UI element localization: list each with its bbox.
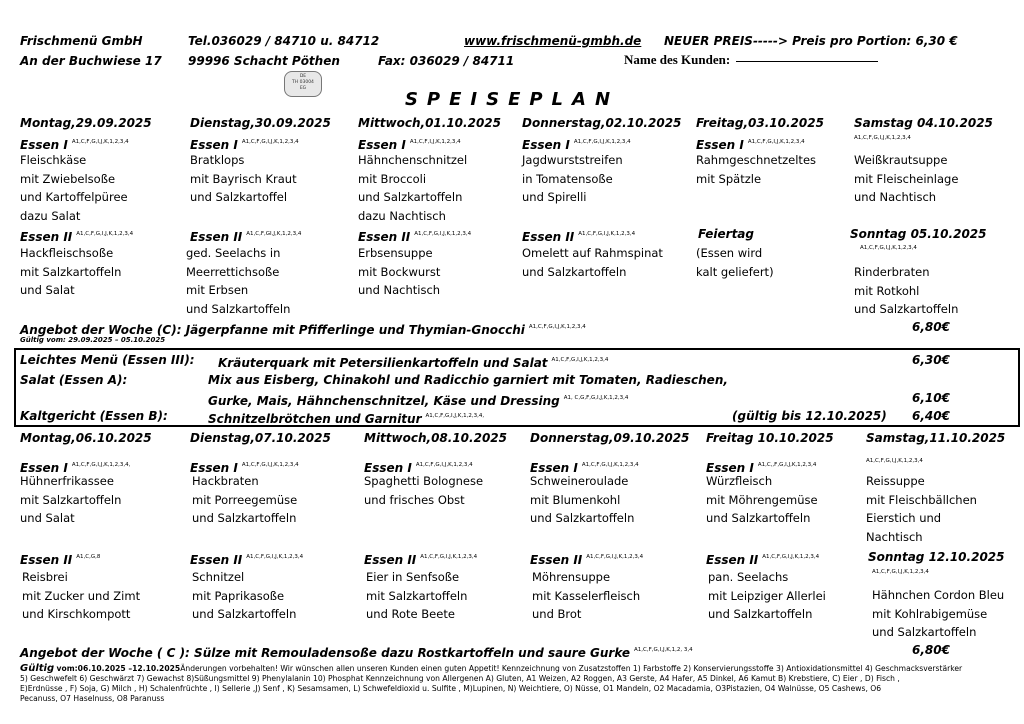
offer-label: Angebot der Woche (C): [20,323,182,337]
essen-1-dish-line: mit Broccoli [358,171,427,186]
city: 99996 Schacht Pöthen [188,54,340,68]
essen-2-dish-line: mit Erbsen [186,283,249,297]
essen-1-dish-line: Eierstich und [866,511,942,525]
essen-1-dish [20,472,121,528]
footer-valid-label: Gültig [20,663,55,674]
essen-2-dish-line: und Salzkartoffeln [708,607,813,621]
essen-1-dish-line: und Salzkartoffeln [358,190,463,204]
essen-1-label: Essen I [364,461,412,475]
essen-2 [530,550,643,567]
essen-2-dish-line: und Nachtisch [358,283,441,297]
essen-2-label: Essen II [20,553,73,567]
essen-1-dish-line: in Tomatensoße [522,171,613,186]
essen-2 [20,550,100,567]
essen-1-dish-line: und Salzkartoffeln [530,511,635,525]
company-name: Frischmenü GmbH [20,34,143,48]
sunday-allergens [872,565,929,582]
essen-1-dish [364,472,483,509]
essen-1-allergens: A1,C,F,G,I,J,K,1,2,3,4 [573,139,631,145]
customer-label: Name des Kunden: [624,52,731,67]
essen-1-dish [866,472,977,546]
cold-dish-text: Schnitzelbrötchen und Garnitur [208,412,422,426]
day-header: Mittwoch,08.10.2025 [364,431,507,445]
light-menu-price: 6,30€ [912,353,950,367]
essen-2-dish-line: und Salzkartoffeln [522,264,627,279]
essen-1 [20,135,129,152]
essen-2-dish-line: mit Zucker und Zimt [22,588,141,603]
essen-2-dish-line: mit Bockwurst [358,264,441,279]
essen-2-dish [522,244,663,281]
essen-2-allergens: A1,C,G,8 [76,554,101,560]
sunday-label: Sonntag 05.10.2025 [850,227,987,241]
footer-line-3: E)Erdnüsse , F) Soja, G) Milch , H) Schalenfrüchte , I) Sellerie ,J) Senf , K) Sesamsamen, L) Schwefeldioxid u. Sulfite , M)Lupinen, N) Weichtiere, O) Nüsse, O1 Mandeln, O2 Macadamia, O3Pistazien, O4 Walnüsse, O5 Cashews, O6 [20,684,882,693]
offer-text: Jägerpfanne mit Pfifferlinge und Thymian-Gnocchi [185,323,525,337]
essen-1-dish-line: Hackbraten [192,474,259,488]
essen-2-dish-line: Omelett auf Rahmspinat [522,246,663,260]
essen-2-dish-line: und Rote Beete [366,607,455,621]
essen-1-dish-line: und Salzkartoffeln [706,511,811,525]
essen-1-dish-line: mit Spätzle [696,171,762,186]
phone: Tel.036029 / 84710 u. 84712 [188,34,380,48]
salad-allergens: A1, C,G,F,G,I,J,K,1,2,3,4 [563,395,629,401]
essen-2-dish [366,568,467,624]
essen-1-dish-line: mit Blumenkohl [530,492,621,507]
essen-2-label: Essen II [522,230,575,244]
essen-2-dish-line: Erbsensuppe [358,246,433,260]
offer-price: 6,80€ [912,320,950,334]
essen-1-allergens: A1,C,F,G,I,J,K,1,2,3,4 [241,139,299,145]
essen-1-allergens: A1,C,F,G,I,J,K,1,2,3,4 [71,139,129,145]
essen-1-dish-line: mit Bayrisch Kraut [190,171,297,186]
essen-2-dish-line: mit Kasselerfleisch [532,588,641,603]
essen-1-dish-line: dazu Nachtisch [358,208,446,223]
essen-2-dish [20,244,121,300]
essen-2-dish-line: Eier in Senfsoße [366,570,460,584]
essen-2-dish-line: und Kirschkompott [22,607,131,621]
essen-1-label: Essen I [696,138,744,152]
essen-2-dish-line: und Salzkartoffeln [186,301,291,316]
essen-2-allergens: A1,C,F,G,I,J,K,1,2,3,4 [762,554,820,560]
sunday-dish [872,586,1004,642]
holiday-text [696,244,774,281]
day-header: Montag,29.09.2025 [20,116,152,130]
footer-line-1 [20,664,962,673]
holiday-text-line: kalt geliefert) [696,264,774,279]
day-header: Donnerstag,02.10.2025 [522,116,682,130]
valid-dates: Gültig vom: 29.09.2025 – 05.10.2025 [20,336,166,344]
essen-2-dish-line: Möhrensuppe [532,570,611,584]
essen-2-dish-line: mit Salzkartoffeln [366,588,468,603]
essen-1-allergens: A1,C,F,G,I,J,K,1,2,3,4 [747,139,805,145]
essen-1-label: Essen I [522,138,570,152]
offer-of-week-1 [20,320,586,337]
cold-dish-price: 6,40€ [912,409,950,423]
essen-1-allergens [866,454,923,471]
cold-dish-text-wrap [208,409,484,426]
essen-1-allergens: A1,C,F,G,I,J,K,1,2,3,4 [415,462,473,468]
essen-1-label: Essen I [20,138,68,152]
essen-2-allergens: A1,C,F,GI,J,K,1,2,3,4 [246,231,302,237]
essen-1-label: Essen I [190,138,238,152]
essen-2 [358,227,471,244]
essen-1-dish-line: mit Fleischeinlage [854,171,959,186]
essen-1-dish-line: Bratklops [190,153,245,167]
essen-2 [20,227,133,244]
essen-1-allergens: A1,C,F,I,J,K,1,2,3,4 [409,139,461,145]
offer-text: Sülze mit Remouladensoße dazu Rostkartoffeln und saure Gurke [194,646,631,660]
essen-1-dish [358,151,467,225]
essen-2-allergens: A1,C,F,G,I,J,K,1,2,3,4 [420,554,478,560]
essen-1-dish-line: Schweineroulade [530,474,629,488]
sunday-dish-line: und Salzkartoffeln [854,302,959,316]
essen-1-dish [522,151,623,207]
essen-1-allergens: A1,C,F,G,I,J,K,1,2,3,4 [581,462,639,468]
sunday-header [868,550,1005,564]
sunday-label: Sonntag 12.10.2025 [868,550,1005,564]
essen-1-dish-line: Jagdwurststreifen [522,153,623,167]
sunday-dish-line: mit Kohlrabigemüse [872,606,988,621]
cold-dish-valid: (gültig bis 12.10.2025) [732,409,887,423]
essen-2-allergens: A1,C,F,G,I,J,K,1,2,3,4 [586,554,644,560]
light-menu-allergens: A1,C,F,G,I,J,K,1,2,3,4 [551,357,609,363]
footer-line-1-text: Änderungen vorbehalten! Wir wünschen allen unseren Kunden einen guten Appetit! Kennzeichnung von Zusatzstoffen 1) Farbstoffe 2) Konservierungsstoffe 3) Antioxidationsmittel 4) Geschmacksverstärker [180,664,963,673]
light-menu-text-wrap [218,353,608,370]
day-header: Freitag 10.10.2025 [706,431,834,445]
day-header: Freitag,03.10.2025 [696,116,824,130]
cold-dish-label: Kaltgericht (Essen B): [20,409,168,423]
sunday-dish-line: mit Rotkohl [854,283,920,298]
website-link[interactable]: www.frischmenü-gmbh.de [464,34,642,48]
essen-2-dish [192,568,296,624]
essen-1-dish-line: Nachtisch [866,529,923,544]
salad-text-1: Mix aus Eisberg, Chinakohl und Radicchio garniert mit Tomaten, Radieschen, [208,373,728,387]
essen-1-dish [192,472,297,528]
essen-2-dish-line: und Salat [20,283,75,297]
salad-price: 6,10€ [912,391,950,405]
light-menu-label: Leichtes Menü (Essen III): [20,353,195,367]
cold-dish-allergens: A1,C,F,G,I,J,K,1,2,3,4, [425,413,485,419]
sunday-header [850,227,987,241]
price-note: NEUER PREIS-----> Preis pro Portion: 6,30 € [664,34,958,48]
street: An der Buchwiese 17 [20,54,162,68]
customer-name-line[interactable] [736,61,878,62]
footer-line-2: 5) Geschwefelt 6) Geschwärzt 7) Gewachst 8)Süßungsmittel 9) Phenylalanin 10) Phosphat Kennzeichnung von Allergenen A) Gluten, A1 Weizen, A2 Roggen, A3 Gerste, A4 Hafer, A5 Dinkel, A6 Kamut B) Krebstiere, C) Eier , D) Fisch , [20,674,900,683]
essen-1-dish [20,151,128,225]
essen-1-dish-line: Weißkrautsuppe [854,153,948,167]
essen-2-dish-line: und Salzkartoffeln [192,607,297,621]
essen-1-label: Essen I [706,461,754,475]
stamp-line: DE [299,74,307,79]
essen-2-dish-line: mit Leipziger Allerlei [708,588,826,603]
essen-1-dish-line: dazu Salat [20,208,81,223]
essen-1-allergens: A1,C,F,G,I,J,K,1,2,3,4 [241,462,299,468]
essen-1-label: Essen I [20,461,68,475]
essen-2-dish-line: Schnitzel [192,570,245,584]
salad-text-2-wrap [208,391,628,408]
essen-2-dish-line: ged. Seelachs in [186,246,281,260]
essen-1-allergens-text: A1,C,F,G,I,J,K,1,2,3,4 [854,135,911,141]
sunday-dish-line: Hähnchen Cordon Bleu [872,588,1005,602]
essen-1-dish-line: mit Möhrengemüse [706,492,818,507]
offer-label: Angebot der Woche ( C ): [20,646,190,660]
essen-1-dish-line: mit Porreegemüse [192,492,298,507]
essen-2-label: Essen II [530,553,583,567]
essen-2-allergens: A1,C,F,G,I,J,K,1,2,3,4 [414,231,472,237]
sunday-allergens-text: A1,C,F,G,I,J,K,1,2,3,4 [860,245,917,251]
essen-1-dish-line: und Salzkartoffeln [192,511,297,525]
essen-1 [696,135,805,152]
essen-1-dish-line: und Nachtisch [854,190,937,204]
day-header: Donnerstag,09.10.2025 [530,431,690,445]
sunday-dish [854,263,958,319]
essen-1-dish-line: Rahmgeschnetzeltes [696,153,817,167]
essen-2-dish-line: mit Salzkartoffeln [20,264,122,279]
essen-2-label: Essen II [358,230,411,244]
essen-2-dish-line: Meerrettichsoße [186,264,280,279]
essen-2-dish [358,244,440,300]
essen-2-allergens: A1,C,F,G,I,J,K,1,2,3,4 [246,554,304,560]
essen-2-label: Essen II [190,553,243,567]
essen-1-dish-line: Fleischkäse [20,153,87,167]
essen-2-dish-line: pan. Seelachs [708,570,789,584]
essen-2-dish [708,568,826,624]
essen-2 [364,550,477,567]
essen-1-dish-line: mit Zwiebelsoße [20,171,116,186]
essen-1-dish-line: mit Salzkartoffeln [20,492,122,507]
essen-2 [190,550,303,567]
day-header: Mittwoch,01.10.2025 [358,116,501,130]
salad-text-2: Gurke, Mais, Hähnchenschnitzel, Käse und Dressing [208,394,560,408]
essen-1-dish-line: Würzfleisch [706,474,773,488]
holiday-label: Feiertag [698,227,754,241]
essen-1-label: Essen I [358,138,406,152]
essen-2 [190,227,301,244]
day-header: Dienstag,07.10.2025 [190,431,331,445]
essen-1-allergens-text: A1,C,F,G,I,J,K,1,2,3,4 [866,458,923,464]
essen-1-dish-line: und Spirelli [522,190,587,204]
essen-1-dish-line: und Salzkartoffel [190,190,288,204]
essen-2-dish-line: Reisbrei [22,570,68,584]
essen-1-dish-line: und Kartoffelpüree [20,190,128,204]
essen-1 [522,135,631,152]
essen-2-label: Essen II [364,553,417,567]
day-header: Montag,06.10.2025 [20,431,152,445]
offer-price: 6,80€ [912,643,950,657]
essen-1-dish-line: Reissuppe [866,474,925,488]
offer-allergens: A1,C,F,G,I,J,K,1,2,3,4 [528,324,586,330]
essen-1-label: Essen I [190,461,238,475]
essen-1-dish [530,472,634,528]
essen-1-dish-line: mit Fleischbällchen [866,492,977,507]
page-title: SPEISEPLAN [404,89,620,110]
essen-2-label: Essen II [20,230,73,244]
essen-1-allergens: A1,C,F,G,I,J,K,1,2,3,4, [71,462,131,468]
light-menu-text: Kräuterquark mit Petersilienkartoffeln und Salat [218,356,548,370]
essen-2-dish-line: Hackfleischsoße [20,246,114,260]
sunday-allergens [860,241,917,258]
essen-1-allergens: A1,C,,F,G,I,J,K,1,2,3,4 [757,462,817,468]
sunday-dish-line: Rinderbraten [854,265,930,279]
essen-1-label: Essen I [530,461,578,475]
holiday-text-line: (Essen wird [696,246,763,260]
essen-1 [190,135,299,152]
essen-2-allergens: A1,C,F,G,I,J,K,1,2,3,4 [578,231,636,237]
essen-2-dish [22,568,140,624]
offer-allergens: A1,C,F,G,I,J,K,1,2, 3,4 [634,647,693,653]
sunday-dish-line: und Salzkartoffeln [872,625,977,639]
salad-label: Salat (Essen A): [20,373,128,387]
essen-1-dish-line: und frisches Obst [364,492,465,507]
essen-2-dish-line: mit Paprikasoße [192,588,285,603]
essen-2-label: Essen II [190,230,243,244]
offer-of-week-2 [20,643,693,660]
essen-1-dish-line: Hühnerfrikassee [20,474,114,488]
stamp-line: EG [299,86,307,91]
essen-1-allergens [854,131,911,148]
footer-valid-dates: vom:06.10.2025 –12.10.2025 [56,664,181,673]
sunday-allergens-text: A1,C,F,G,I,J,K,1,2,3,4 [872,569,929,575]
day-header: Samstag,11.10.2025 [866,431,1006,445]
essen-2 [706,550,819,567]
essen-1-dish-line: Hähnchenschnitzel [358,153,468,167]
essen-2-dish [532,568,640,624]
essen-1 [358,135,461,152]
essen-1-dish [706,472,818,528]
essen-2-dish [186,244,290,318]
essen-1-dish-line: Spaghetti Bolognese [364,474,484,488]
essen-2-dish-line: und Brot [532,607,582,621]
essen-1-dish [190,151,297,207]
essen-1-dish-line: und Salat [20,511,75,525]
essen-2 [522,227,635,244]
footer-line-4: Pecanuss, O7 Haselnuss, O8 Paranuss [20,694,165,703]
day-header: Samstag 04.10.2025 [854,116,993,130]
essen-2-label: Essen II [706,553,759,567]
stamp-line: TH 03004 [292,80,314,85]
essen-1-dish [854,151,958,207]
day-header: Dienstag,30.09.2025 [190,116,331,130]
essen-2-allergens: A1,C,F,G,I,J,K,1,2,3,4 [76,231,134,237]
fax: Fax: 036029 / 84711 [378,54,515,68]
essen-1-dish [696,151,816,188]
